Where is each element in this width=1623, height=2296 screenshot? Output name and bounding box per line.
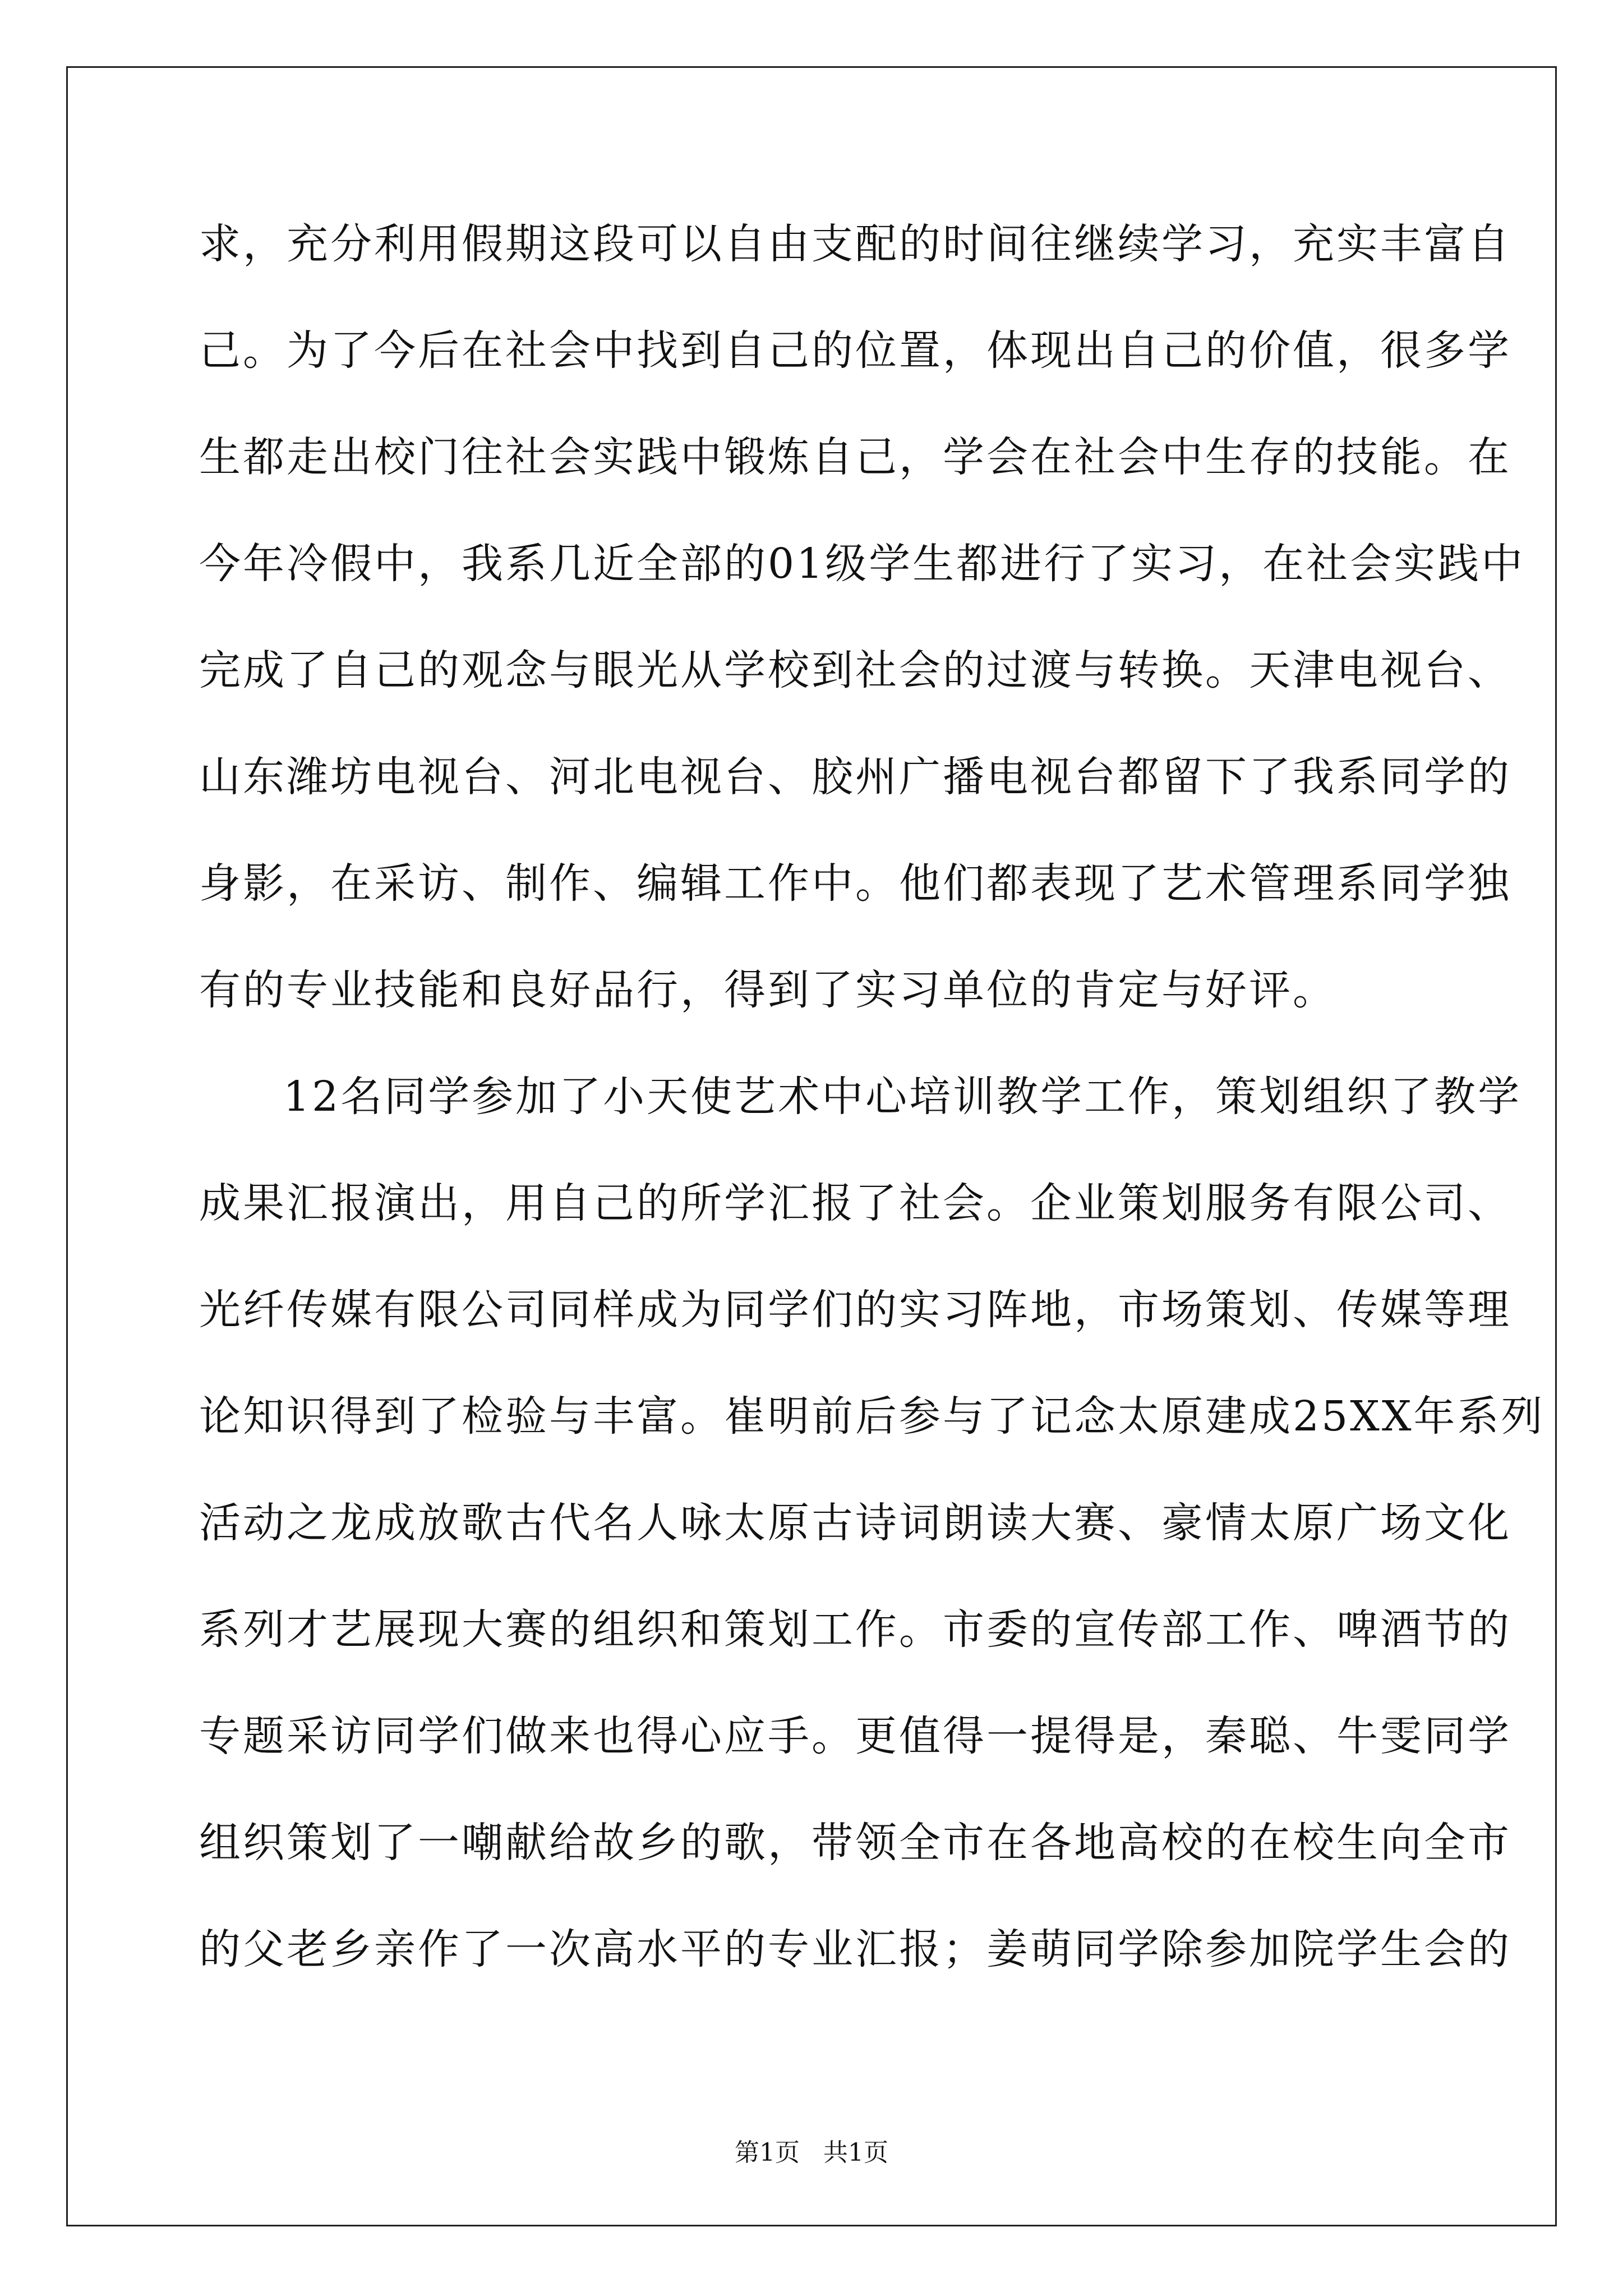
document-body — [199, 213, 1545, 2025]
text-line: 活动之龙成放歌古代名人咏太原古诗词朗读大赛、豪情太原广场文化 — [199, 1499, 1511, 1547]
text-line: 今年冷假中，我系几近全部的01级学生都进行了实习，在社会实践中 — [199, 540, 1525, 588]
text-line: 成果汇报演出，用自己的所学汇报了社会。企业策划服务有限公司、 — [199, 1179, 1511, 1227]
text-line: 己。为了今后在社会中找到自己的位置，体现出自己的价值，很多学 — [199, 326, 1511, 375]
text-line: 身影，在采访、制作、编辑工作中。他们都表现了艺术管理系同学独 — [199, 859, 1511, 908]
text-line: 组织策划了一嘲献给故乡的歌，带领全市在各地高校的在校生向全市 — [199, 1819, 1511, 1867]
paragraph-start-line: 12名同学参加了小天使艺术中心培训教学工作，策划组织了教学 — [283, 1073, 1522, 1121]
text-line: 专题采访同学们做来也得心应手。更值得一提得是，秦聪、牛雯同学 — [199, 1712, 1511, 1760]
page-number: 第1页 共1页 — [735, 2138, 888, 2167]
text-line: 有的专业技能和良好品行，得到了实习单位的肯定与好评。 — [199, 966, 1336, 1014]
text-line: 论知识得到了检验与丰富。崔明前后参与了记念太原建成25XX年系列 — [199, 1392, 1545, 1441]
text-line: 系列才艺展现大赛的组织和策划工作。市委的宣传部工作、啤酒节的 — [199, 1605, 1511, 1654]
text-line: 完成了自己的观念与眼光从学校到社会的过渡与转换。天津电视台、 — [199, 646, 1511, 694]
text-line: 的父老乡亲作了一次高水平的专业汇报；姜萌同学除参加院学生会的 — [199, 1925, 1511, 1973]
text-line: 求，充分利用假期这段可以自由支配的时间往继续学习，充实丰富自 — [199, 220, 1511, 268]
text-line: 光纤传媒有限公司同样成为同学们的实习阵地，市场策划、传媒等理 — [199, 1286, 1511, 1334]
text-line: 山东潍坊电视台、河北电视台、胶州广播电视台都留下了我系同学的 — [199, 753, 1511, 801]
text-line: 生都走出校门往社会实践中锻炼自己，学会在社会中生存的技能。在 — [199, 433, 1511, 481]
page-footer — [0, 2136, 1623, 2170]
